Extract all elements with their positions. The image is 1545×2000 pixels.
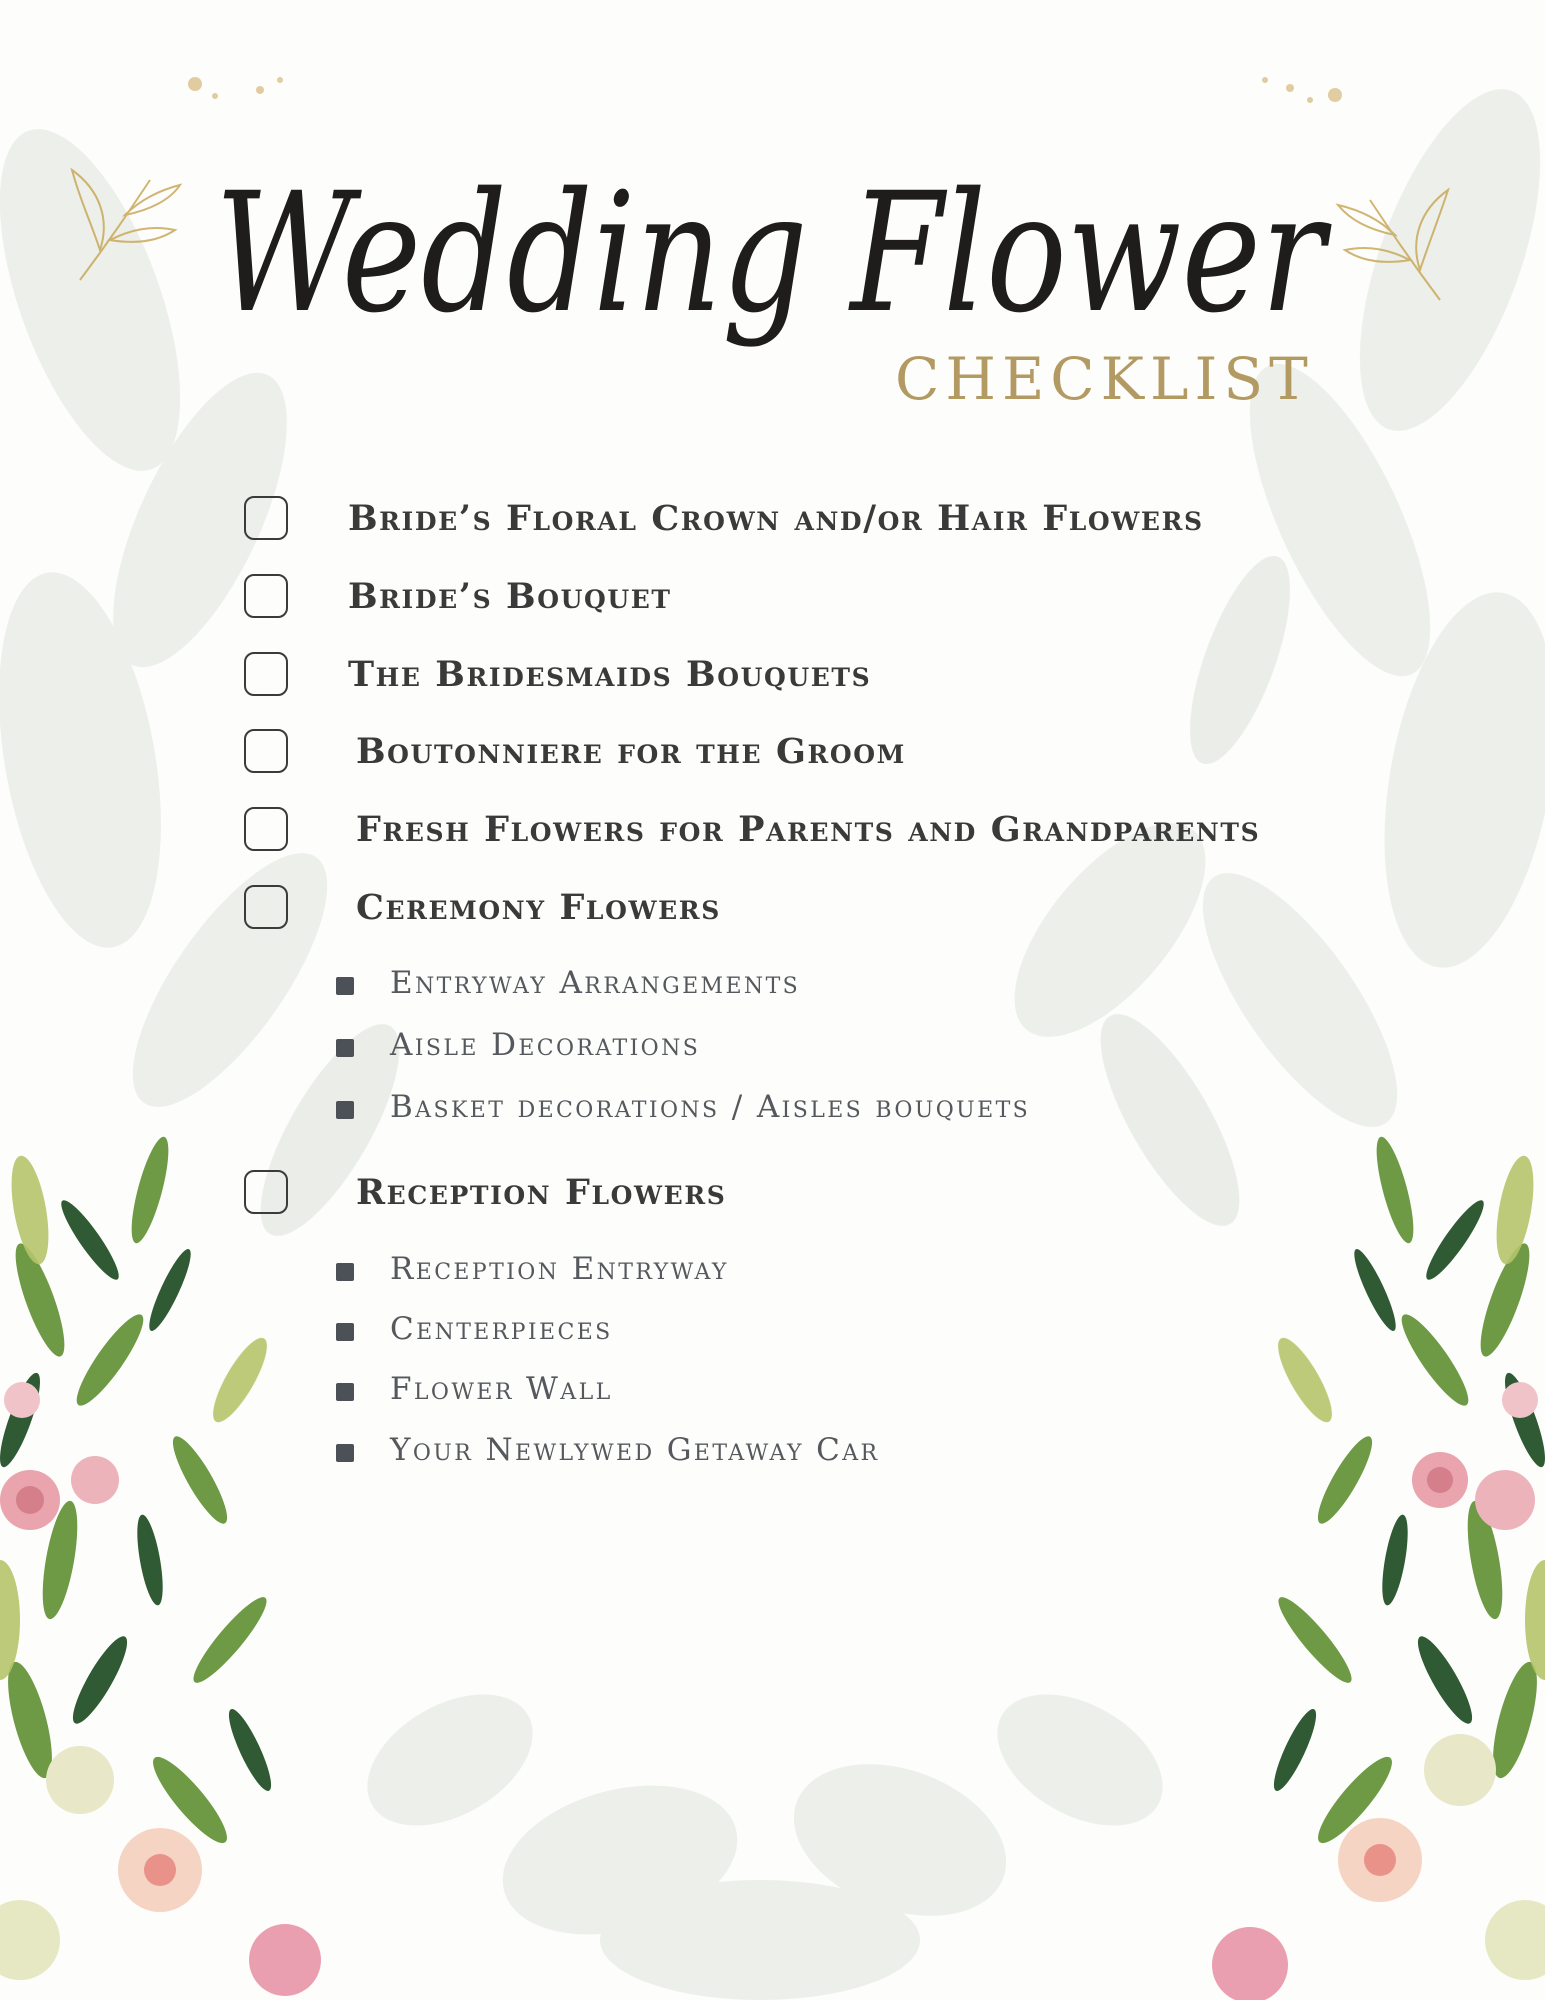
checklist-item[interactable]	[244, 729, 1394, 785]
sub-item-label: Entryway Arrangements	[390, 965, 801, 1001]
checklist-item[interactable]	[244, 574, 1394, 630]
checklist-item-label: Ceremony Flowers	[356, 887, 721, 928]
checklist-item[interactable]	[244, 1170, 1394, 1226]
checklist-item-label: Reception Flowers	[356, 1172, 727, 1213]
floral-corner-left	[0, 1134, 321, 1996]
checklist-item-label: Bride’s Bouquet	[348, 576, 672, 617]
square-bullet-icon	[336, 1383, 354, 1401]
sub-item	[336, 1027, 1336, 1067]
sub-item-label: Aisle Decorations	[390, 1027, 701, 1063]
sub-item-label: Flower Wall	[390, 1371, 613, 1407]
sub-item	[336, 1089, 1336, 1129]
checkbox[interactable]	[244, 1170, 288, 1214]
sub-item-label: Your Newlywed Getaway Car	[390, 1432, 880, 1468]
page-title: Wedding Flower	[215, 157, 1333, 349]
checkbox[interactable]	[244, 807, 288, 851]
checklist-item[interactable]	[244, 807, 1394, 863]
checklist-item-label: Fresh Flowers for Parents and Grandparents	[356, 809, 1261, 850]
checkbox[interactable]	[244, 574, 288, 618]
checklist-item[interactable]	[244, 496, 1394, 552]
checklist-item-label: The Bridesmaids Bouquets	[348, 654, 872, 695]
sub-item	[336, 1311, 1336, 1351]
square-bullet-icon	[336, 1444, 354, 1462]
sub-item-label: Basket decorations / Aisles bouquets	[390, 1089, 1031, 1125]
checkbox[interactable]	[244, 652, 288, 696]
checklist-item[interactable]	[244, 652, 1394, 708]
square-bullet-icon	[336, 1323, 354, 1341]
sub-item	[336, 1371, 1336, 1411]
sub-item	[336, 1251, 1336, 1291]
square-bullet-icon	[336, 977, 354, 995]
page-subtitle: CHECKLIST	[895, 345, 1314, 413]
square-bullet-icon	[336, 1101, 354, 1119]
square-bullet-icon	[336, 1039, 354, 1057]
checkbox[interactable]	[244, 729, 288, 773]
square-bullet-icon	[336, 1263, 354, 1281]
checkbox[interactable]	[244, 885, 288, 929]
checklist-item-label: Boutonniere for the Groom	[356, 731, 906, 772]
sub-item	[336, 965, 1336, 1005]
checklist-item[interactable]	[244, 885, 1394, 941]
checklist-item-label: Bride’s Floral Crown and/or Hair Flowers	[348, 498, 1204, 539]
sub-item-label: Reception Entryway	[390, 1251, 729, 1287]
sub-item-label: Centerpieces	[390, 1311, 613, 1347]
checkbox[interactable]	[244, 496, 288, 540]
sub-item	[336, 1432, 1336, 1472]
